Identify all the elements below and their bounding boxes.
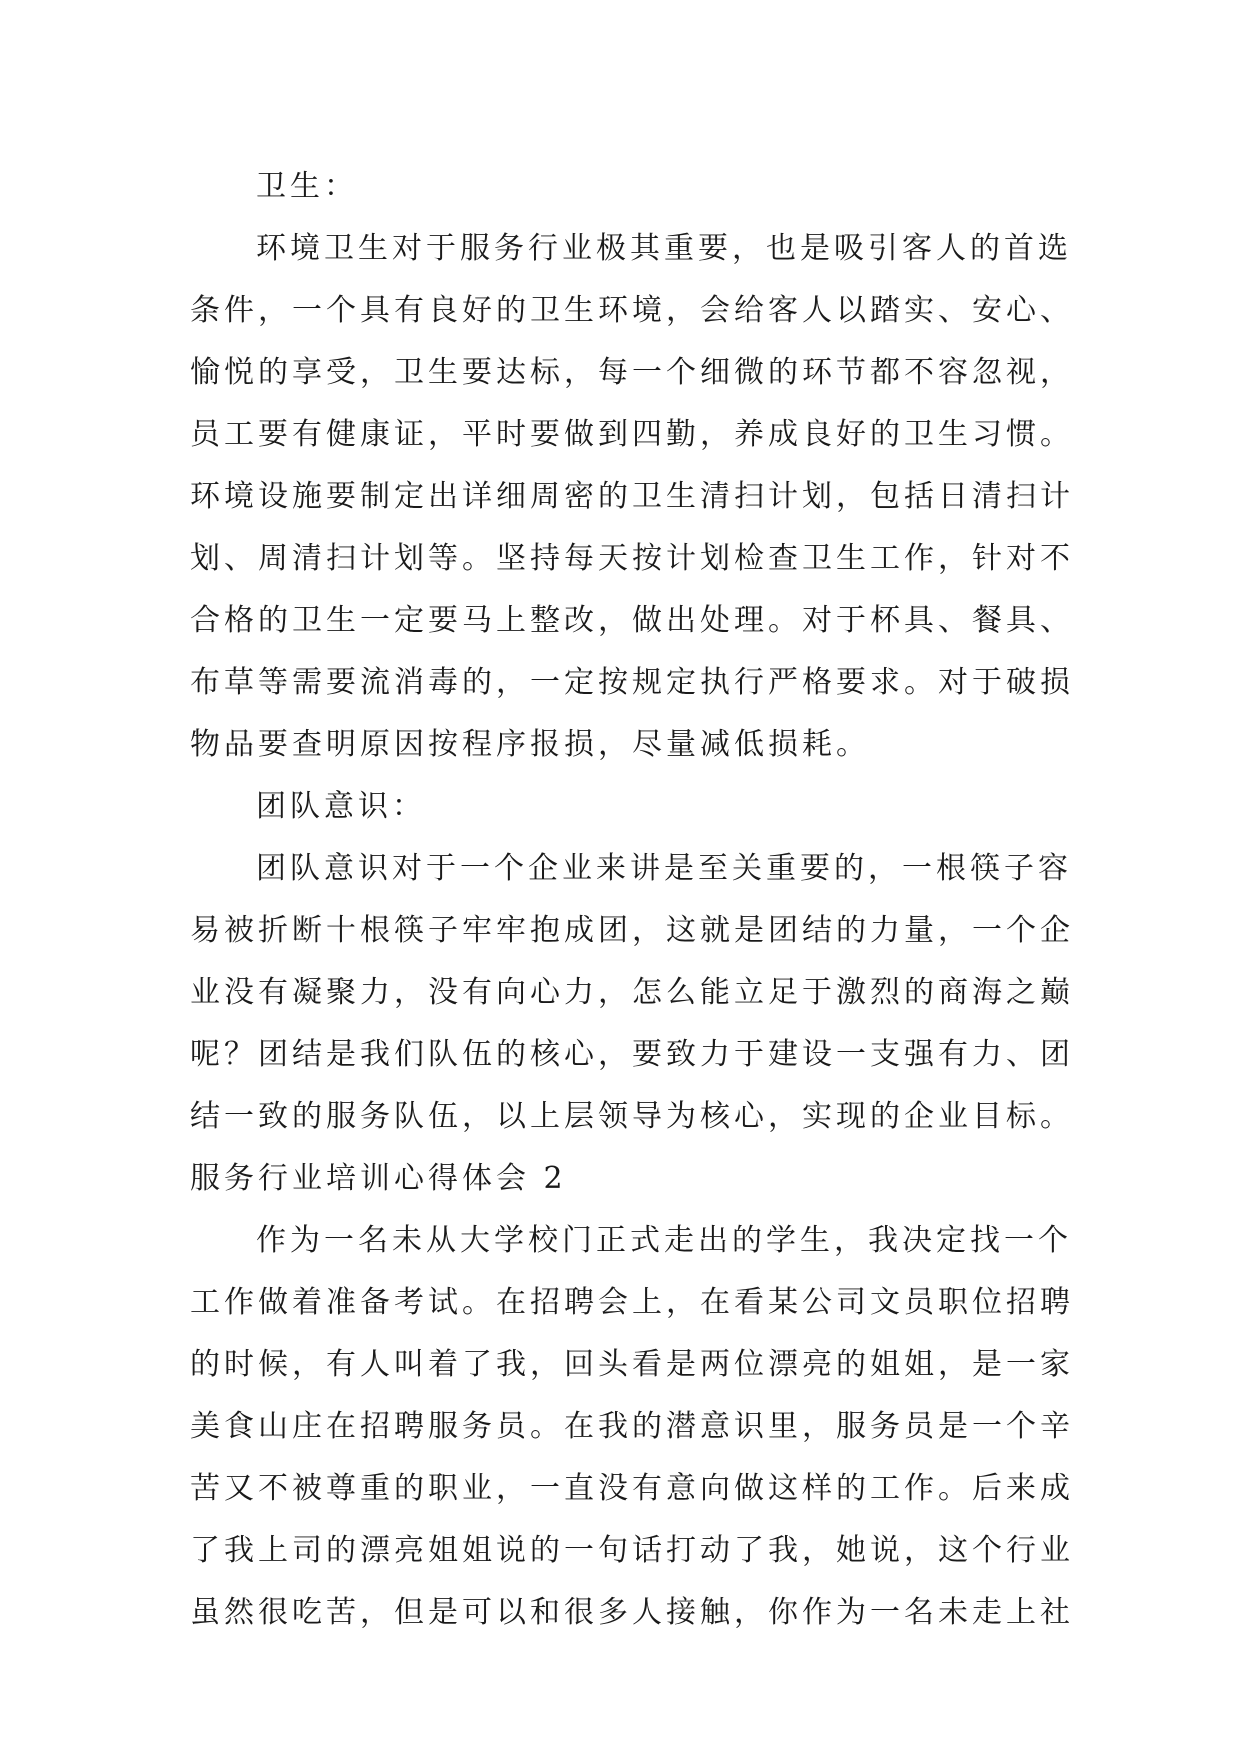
paragraph-line: 了我上司的漂亮姐姐说的一句话打动了我，她说，这个行业 — [190, 1533, 1074, 1568]
paragraph-line: 工作做着准备考试。在招聘会上，在看某公司文员职位招聘 — [190, 1285, 1074, 1320]
paragraph-line: 条件，一个具有良好的卫生环境，会给客人以踏实、安心、 — [190, 293, 1074, 328]
paragraph-line: 环境卫生对于服务行业极其重要，也是吸引客人的首选 — [256, 231, 1072, 266]
paragraph-line: 易被折断十根筷子牢牢抱成团，这就是团结的力量，一个企 — [190, 913, 1074, 948]
paragraph-line: 美食山庄在招聘服务员。在我的潜意识里，服务员是一个辛 — [190, 1409, 1074, 1444]
paragraph-line: 愉悦的享受，卫生要达标，每一个细微的环节都不容忽视， — [190, 355, 1074, 390]
section-heading-teamwork: 团队意识： — [256, 789, 426, 824]
paragraph-line: 业没有凝聚力，没有向心力，怎么能立足于激烈的商海之巅 — [190, 975, 1074, 1010]
document-body — [190, 156, 1074, 1644]
paragraph-line: 结一致的服务队伍，以上层领导为核心，实现的企业目标。 — [190, 1099, 1074, 1134]
paragraph-line: 划、周清扫计划等。坚持每天按计划检查卫生工作，针对不 — [190, 541, 1074, 576]
section-heading-hygiene: 卫生： — [256, 169, 358, 204]
paragraph-line: 合格的卫生一定要马上整改，做出处理。对于杯具、餐具、 — [190, 603, 1074, 638]
paragraph-line: 呢？团结是我们队伍的核心，要致力于建设一支强有力、团 — [190, 1037, 1074, 1072]
paragraph-line: 团队意识对于一个企业来讲是至关重要的，一根筷子容 — [256, 851, 1072, 886]
paragraph-line: 苦又不被尊重的职业，一直没有意向做这样的工作。后来成 — [190, 1471, 1074, 1506]
paragraph-line: 环境设施要制定出详细周密的卫生清扫计划，包括日清扫计 — [190, 479, 1074, 514]
paragraph-line: 虽然很吃苦，但是可以和很多人接触，你作为一名未走上社 — [190, 1595, 1074, 1630]
paragraph-line: 布草等需要流消毒的，一定按规定执行严格要求。对于破损 — [190, 665, 1074, 700]
paragraph-line: 物品要查明原因按程序报损，尽量减低损耗。 — [190, 727, 870, 762]
paragraph-line: 的时候，有人叫着了我，回头看是两位漂亮的姐姐，是一家 — [190, 1347, 1074, 1382]
paragraph-line: 作为一名未从大学校门正式走出的学生，我决定找一个 — [256, 1223, 1072, 1258]
paragraph-line: 员工要有健康证，平时要做到四勤，养成良好的卫生习惯。 — [190, 417, 1074, 452]
article-title-2: 服务行业培训心得体会 2 — [190, 1161, 567, 1196]
